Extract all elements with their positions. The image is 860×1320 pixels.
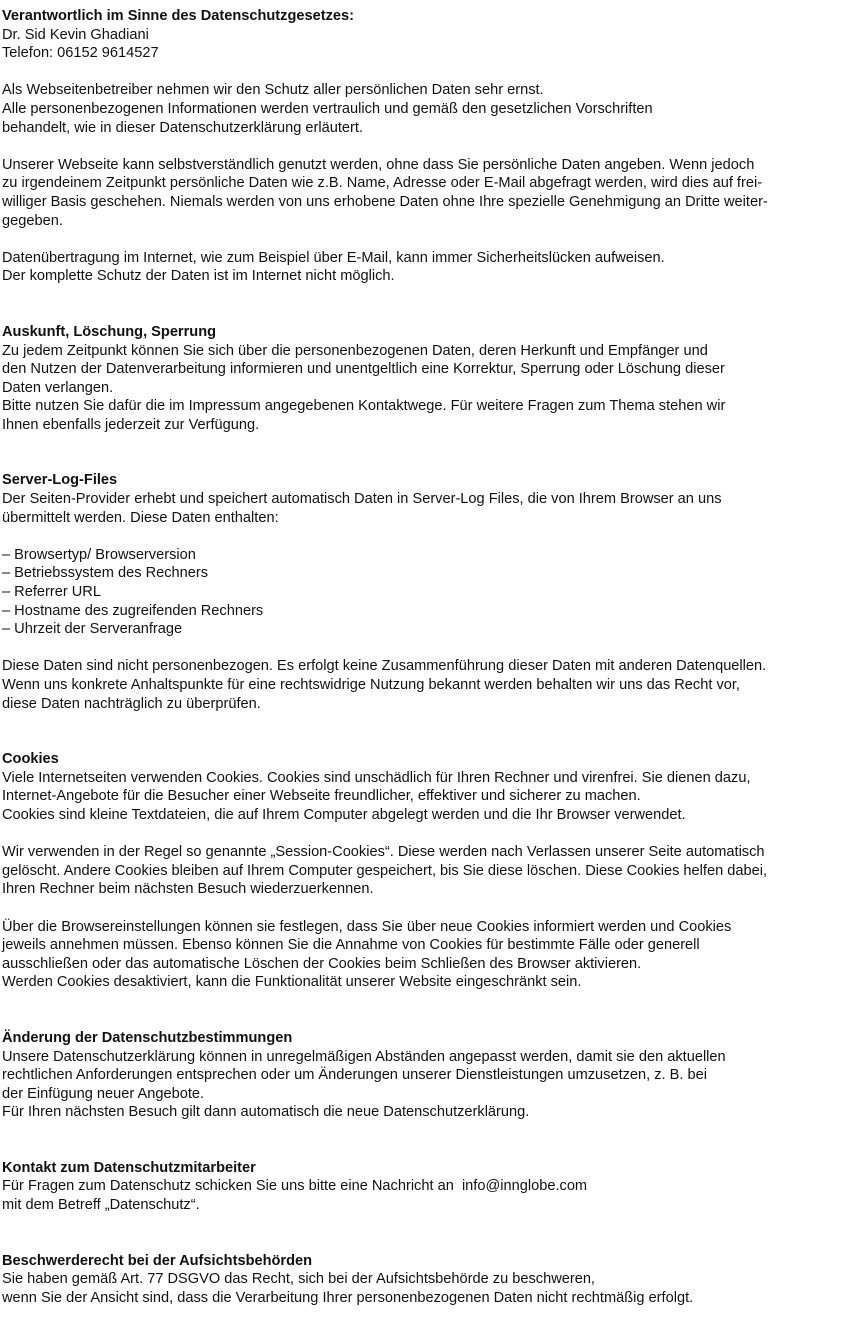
text-line: gelöscht. Andere Cookies bleiben auf Ihrem Computer gespeichert, bis Sie diese löschen. Diese Cookies helfen dabei,: [2, 862, 767, 879]
text-line: rechtlichen Anforderungen entsprechen oder um Änderungen unserer Dienstleistungen umzusetzen, z. B. bei: [2, 1067, 707, 1084]
text-line: übermittelt werden. Diese Daten enthalten:: [2, 509, 279, 526]
text-line: Zu jedem Zeitpunkt können Sie sich über die personenbezogenen Daten, deren Herkunft und Empfänger und: [2, 342, 708, 359]
text-line: Für Ihren nächsten Besuch gilt dann automatisch die neue Datenschutzerklärung.: [2, 1104, 530, 1121]
text-line: Ihren Rechner beim nächsten Besuch wiederzuerkennen.: [2, 881, 374, 898]
cookies-paragraph-3: [2, 918, 852, 992]
cookies-paragraph-1: [2, 769, 852, 825]
text-line: Bitte nutzen Sie dafür die im Impressum angegebenen Kontaktwege. Für weitere Fragen zum Thema stehen wir: [2, 398, 726, 415]
text-line: diese Daten nachträglich zu überprüfen.: [2, 695, 261, 712]
server-log-section: [2, 471, 852, 713]
text-line: Viele Internetseiten verwenden Cookies. Cookies sind unschädlich für Ihren Rechner und virenfrei. Sie dienen dazu,: [2, 769, 751, 786]
text-line: Unserer Webseite kann selbstverständlich genutzt werden, ohne dass Sie persönliche Daten angeben. Wenn jedoch: [2, 156, 755, 173]
responsible-heading: Verantwortlich im Sinne des Datenschutzgesetzes:: [2, 8, 354, 24]
list-item: – Referrer URL: [2, 584, 101, 601]
beschwerde-heading: Beschwerderecht bei der Aufsichtsbehörden: [2, 1252, 313, 1269]
beschwerde-section: [2, 1252, 852, 1308]
text-line: behandelt, wie in dieser Datenschutzerklärung erläutert.: [2, 119, 363, 136]
responsible-block: [2, 7, 852, 63]
text-line: den Nutzen der Datenverarbeitung informieren und unentgeltlich eine Korrektur, Sperrung oder Löschung dieser: [2, 361, 725, 378]
cookies-section: [2, 750, 852, 992]
text-line: Internet-Angebote für die Besucher einer Webseite freundlicher, effektiver und sicherer zu machen.: [2, 788, 641, 805]
text-line: wenn Sie der Ansicht sind, dass die Verarbeitung Ihrer personenbezogenen Daten nicht rechtmäßig erfolgt.: [2, 1289, 694, 1306]
server-log-heading: Server-Log-Files: [2, 472, 118, 489]
list-item: – Betriebssystem des Rechners: [2, 565, 209, 582]
text-line: Werden Cookies desaktiviert, kann die Funktionalität unserer Website eingeschränkt sein.: [2, 974, 582, 991]
intro-paragraph-3: [2, 249, 852, 286]
kontakt-heading: Kontakt zum Datenschutzmitarbeiter: [2, 1159, 256, 1176]
text-line: Unsere Datenschutzerklärung können in unregelmäßigen Abständen angepasst werden, damit sie den aktuellen: [2, 1048, 726, 1065]
auskunft-heading: Auskunft, Löschung, Sperrung: [2, 323, 217, 340]
aenderung-section: [2, 1029, 852, 1122]
list-item: – Uhrzeit der Serveranfrage: [2, 621, 183, 638]
kontakt-text: Für Fragen zum Datenschutz schicken Sie uns bitte eine Nachricht an: [2, 1178, 462, 1195]
text-line: mit dem Betreff „Datenschutz“.: [2, 1197, 200, 1214]
text-line: zu irgendeinem Zeitpunkt persönliche Daten wie z.B. Name, Adresse oder E-Mail abgefragt werden, wird dies auf frei-: [2, 175, 763, 192]
text-line: Ihnen ebenfalls jederzeit zur Verfügung.: [2, 416, 260, 433]
text-line: Wenn uns konkrete Anhaltspunkte für eine rechtswidrige Nutzung bekannt werden behalten wir uns das Recht vor,: [2, 677, 740, 693]
text-line: Daten verlangen.: [2, 379, 114, 396]
text-line: Cookies sind kleine Textdateien, die auf Ihrem Computer abgelegt werden und die Ihr Browser verwendet.: [2, 806, 686, 823]
text-line: williger Basis geschehen. Niemals werden von uns erhobene Daten ohne Ihre spezielle Genehmigung an Dritte weiter-: [2, 193, 768, 210]
text-line: gegeben.: [2, 212, 63, 229]
text-line: [2, 1177, 852, 1196]
text-line: ausschließen oder das automatische Löschen der Cookies beim Schließen des Browser aktivieren.: [2, 955, 642, 972]
list-item: – Hostname des zugreifenden Rechners: [2, 602, 264, 619]
text-line: Alle personenbezogenen Informationen werden vertraulich und gemäß den gesetzlichen Vorschriften: [2, 100, 653, 117]
list-item: – Browsertyp/ Browserversion: [2, 546, 196, 563]
server-log-list: [2, 546, 852, 639]
contact-email-link[interactable]: info@innglobe.com: [461, 1178, 588, 1195]
text-line: Der Seiten-Provider erhebt und speichert automatisch Daten in Server-Log Files, die von Ihrem Browser an uns: [2, 491, 722, 508]
text-line: der Einfügung neuer Angebote.: [2, 1085, 205, 1102]
cookies-heading: Cookies: [2, 751, 59, 768]
text-line: Als Webseitenbetreiber nehmen wir den Schutz aller persönlichen Daten sehr ernst.: [2, 82, 544, 99]
text-line: Wir verwenden in der Regel so genannte „Session-Cookies“. Diese werden nach Verlassen unserer Seite automatisch: [2, 844, 765, 861]
kontakt-section: [2, 1159, 852, 1215]
responsible-phone: Telefon: 06152 9614527: [2, 45, 159, 62]
intro-paragraph-2: [2, 156, 852, 230]
text-line: Datenübertragung im Internet, wie zum Beispiel über E-Mail, kann immer Sicherheitslücken aufweisen.: [2, 249, 665, 266]
text-line: jeweils annehmen müssen. Ebenso können Sie die Annahme von Cookies für bestimmte Fälle oder generell: [2, 937, 700, 954]
text-line: Der komplette Schutz der Daten ist im Internet nicht möglich.: [2, 268, 395, 285]
text-line: Sie haben gemäß Art. 77 DSGVO das Recht, sich bei der Aufsichtsbehörde zu beschweren,: [2, 1271, 595, 1288]
text-line: Über die Browsereinstellungen können sie festlegen, dass Sie über neue Cookies informiert werden und Cookies: [2, 918, 732, 935]
responsible-name: Dr. Sid Kevin Ghadiani: [2, 26, 149, 43]
intro-paragraph-1: [2, 81, 852, 137]
intro-section: [2, 7, 852, 286]
text-line: Diese Daten sind nicht personenbezogen. Es erfolgt keine Zusammenführung dieser Daten mit anderen Datenquellen.: [2, 658, 767, 675]
auskunft-section: [2, 323, 852, 435]
aenderung-heading: Änderung der Datenschutzbestimmungen: [2, 1029, 293, 1046]
cookies-paragraph-2: [2, 843, 852, 899]
